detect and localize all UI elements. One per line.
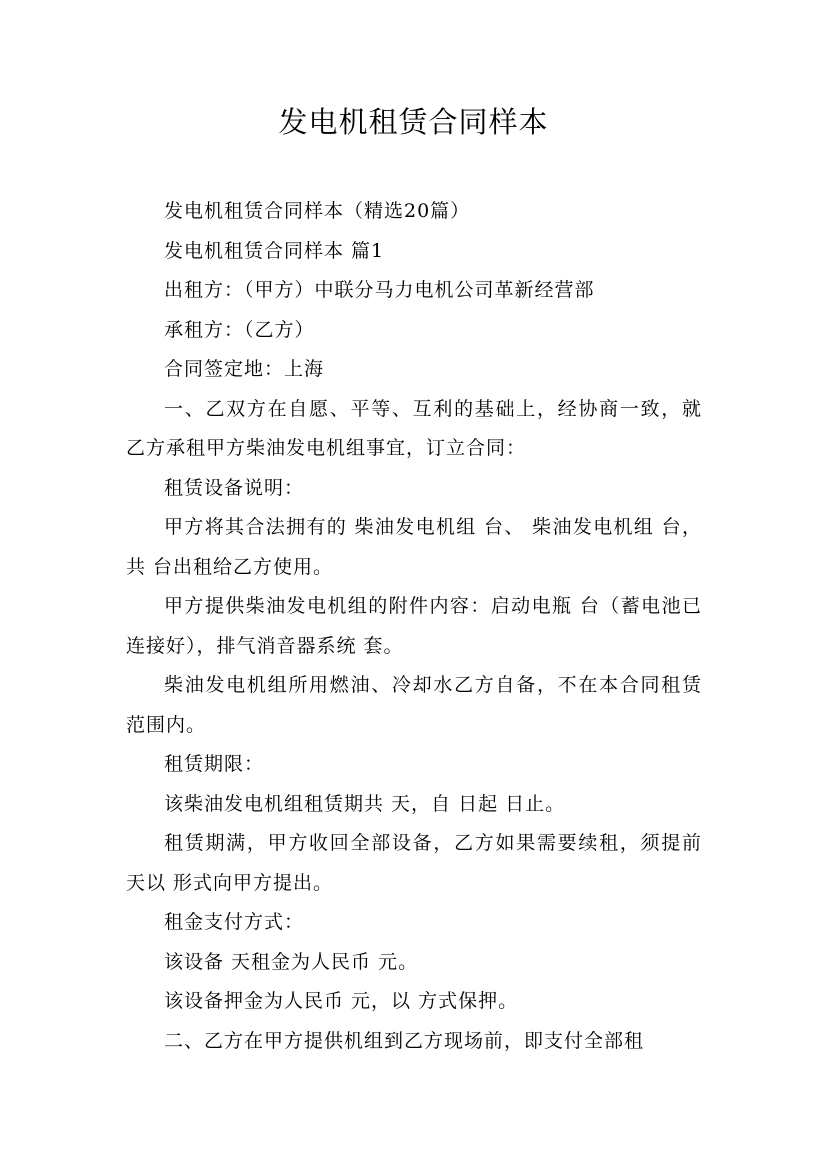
paragraph-clause-1: 一、乙双方在自愿、平等、互利的基础上，经协商一致，就乙方承租甲方柴油发电机组事宜，订立合同： <box>126 397 702 459</box>
paragraph-term-heading: 租赁期限： <box>164 753 265 775</box>
paragraph-lessee: 承租方：（乙方） <box>164 318 315 341</box>
paragraph-term-period: 该柴油发电机组租赁期共 天，自 日起 日止。 <box>164 792 566 815</box>
paragraph-term-renewal: 租赁期满，甲方收回全部设备，乙方如果需要续租，须提前 天以 形式向甲方提出。 <box>126 832 702 894</box>
paragraph-equipment-heading: 租赁设备说明： <box>164 476 305 499</box>
paragraph-clause-2: 二、乙方在甲方提供机组到乙方现场前，即支付全部租 <box>164 1029 645 1052</box>
paragraph-payment-heading: 租金支付方式： <box>164 911 305 933</box>
document-title: 发电机租赁合同样本 <box>278 105 549 139</box>
paragraph-deposit: 该设备押金为人民币 元，以 方式保押。 <box>164 990 519 1012</box>
paragraph-section-heading: 发电机租赁合同样本 篇1 <box>164 239 385 262</box>
paragraph-rent-amount: 该设备 天租金为人民币 元。 <box>164 950 419 973</box>
paragraph-equipment-desc: 甲方将其合法拥有的 柴油发电机组 台、 柴油发电机组 台，共 台出租给乙方使用。 <box>126 516 702 578</box>
document-body <box>126 192 702 1061</box>
paragraph-subtitle: 发电机租赁合同样本（精选20篇） <box>164 200 471 222</box>
paragraph-lessor: 出租方：（甲方）中联分马力电机公司革新经营部 <box>164 279 595 301</box>
paragraph-fuel: 柴油发电机组所用燃油、冷却水乙方自备，不在本合同租赁范围内。 <box>126 674 702 736</box>
paragraph-accessories: 甲方提供柴油发电机组的附件内容：启动电瓶 台（蓄电池已连接好），排气消音器系统 套。 <box>126 595 702 657</box>
paragraph-signing-place: 合同签定地：上海 <box>164 358 325 380</box>
